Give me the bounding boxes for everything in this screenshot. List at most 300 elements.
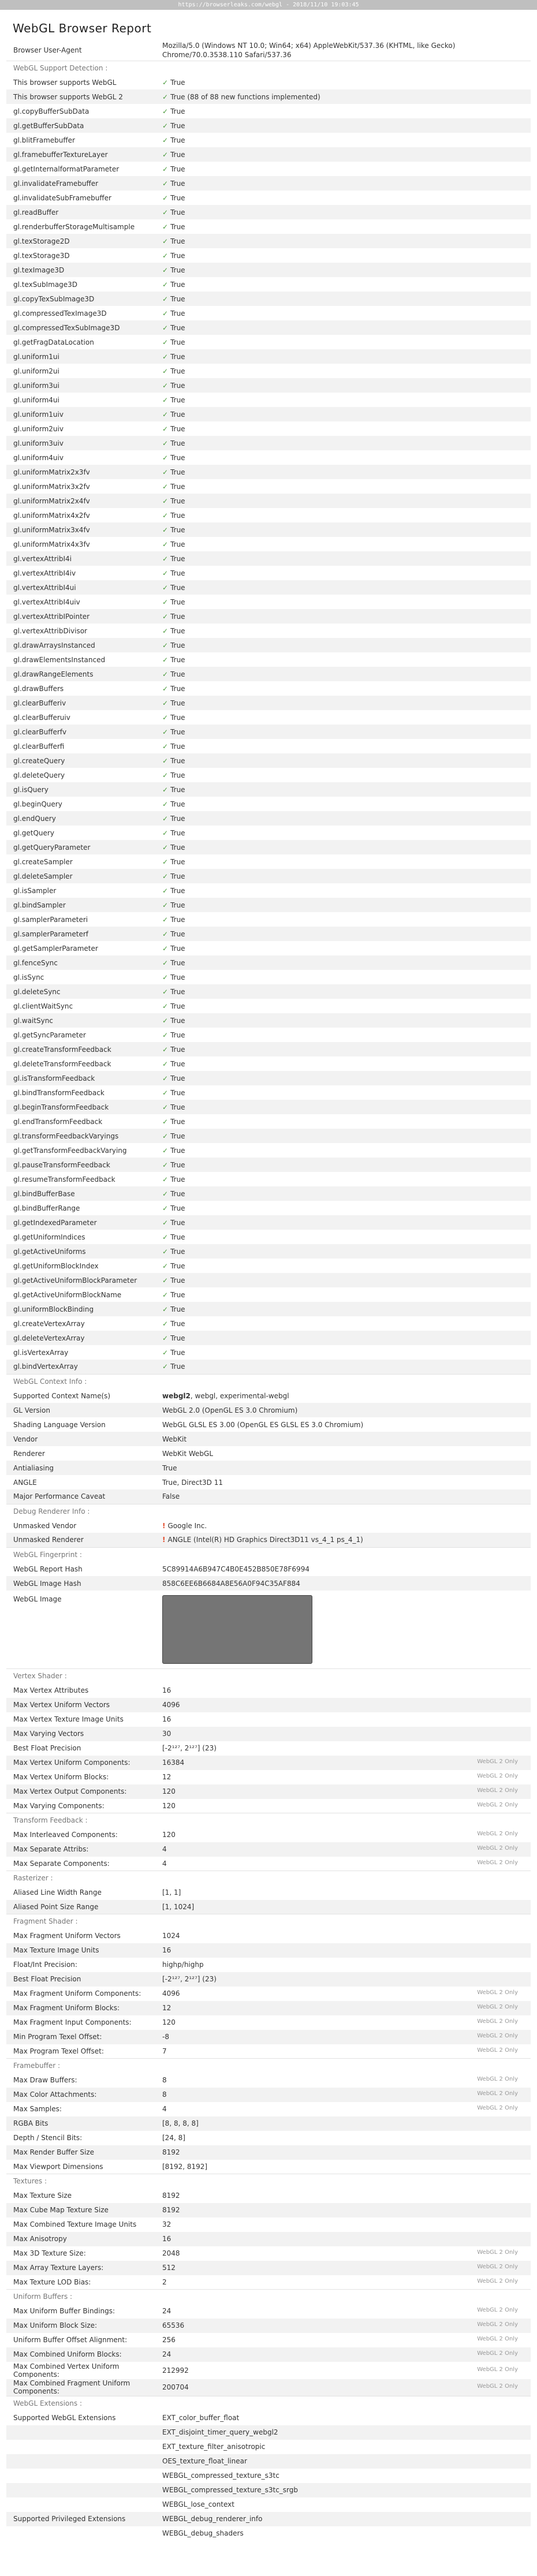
row-label: Max Varying Vectors <box>6 1727 155 1741</box>
row-label: gl.getInternalformatParameter <box>13 165 120 173</box>
row-label: gl.uniform1uiv <box>6 407 155 421</box>
section-title: Uniform Buffers : <box>6 2290 531 2304</box>
check-icon: ✓ <box>162 1362 169 1371</box>
row-label: Antialiasing <box>6 1461 155 1475</box>
check-icon: ✓ <box>162 626 169 635</box>
parameter-row <box>6 2217 531 2232</box>
value-text: True <box>170 1117 185 1126</box>
value-text: 12 <box>162 2004 171 2012</box>
value-text: [1, 1024] <box>162 1902 195 1911</box>
function-row <box>6 1042 531 1056</box>
row-value <box>155 2073 531 2088</box>
value-text: True <box>170 944 185 953</box>
row-value <box>155 753 531 768</box>
parameter-row <box>6 2088 531 2102</box>
value-text: 4 <box>162 2105 167 2113</box>
webgl2-only-note: WebGL 2 Only <box>477 2383 518 2390</box>
check-icon: ✓ <box>162 684 169 693</box>
webgl2-only-note: WebGL 2 Only <box>477 2047 518 2054</box>
row-label: gl.compressedTexImage3D <box>13 309 107 318</box>
row-value <box>155 826 531 840</box>
check-icon: ✓ <box>162 208 169 216</box>
value-text: 2048 <box>162 2249 180 2257</box>
check-icon: ✓ <box>162 1290 169 1299</box>
check-icon: ✓ <box>162 251 169 260</box>
row-value <box>155 2512 531 2526</box>
value-text: True <box>170 280 185 289</box>
row-label: gl.isSampler <box>13 886 57 895</box>
row-label: gl.texStorage3D <box>13 251 70 260</box>
row-label: gl.clientWaitSync <box>13 1002 73 1010</box>
row-value <box>155 494 531 508</box>
section-title: Debug Renderer Info : <box>6 1504 531 1518</box>
row-label: gl.deleteVertexArray <box>6 1331 155 1345</box>
parameter-row <box>6 2044 531 2059</box>
row-value <box>155 2347 531 2362</box>
row-label <box>6 2469 155 2483</box>
row-value <box>155 421 531 436</box>
row-label: gl.texSubImage3D <box>13 280 78 289</box>
row-label: Max Separate Attribs: <box>6 1842 155 1857</box>
row-label: gl.readBuffer <box>6 205 155 219</box>
parameter-row <box>6 2379 531 2396</box>
value-text: True <box>170 727 185 736</box>
parameter-row <box>6 1741 531 1756</box>
row-value <box>155 681 531 696</box>
section-header <box>6 2059 531 2073</box>
webgl2-only-note: WebGL 2 Only <box>477 2321 518 2328</box>
row-value <box>155 191 531 205</box>
check-icon: ✓ <box>162 583 169 592</box>
row-label: Max Program Texel Offset: <box>13 2047 104 2055</box>
row-value <box>155 1186 531 1201</box>
row-value <box>155 739 531 753</box>
row-value <box>155 1698 531 1712</box>
check-icon: ✓ <box>162 1103 169 1111</box>
value-text: True <box>170 381 185 390</box>
row-value <box>155 609 531 624</box>
check-icon: ✓ <box>162 237 169 245</box>
check-icon: ✓ <box>162 381 169 390</box>
row-label: gl.waitSync <box>6 1013 155 1028</box>
row-label: gl.drawBuffers <box>13 684 64 693</box>
section-header <box>6 61 531 75</box>
webgl2-only-note: WebGL 2 Only <box>477 2018 518 2025</box>
row-value <box>155 537 531 551</box>
row-label: gl.copyBufferSubData <box>13 107 90 115</box>
function-row <box>6 219 531 234</box>
function-row <box>6 840 531 854</box>
check-icon: ✓ <box>162 598 169 606</box>
timestamp: 2018/11/10 19:03:45 <box>293 2 359 8</box>
parameter-row <box>6 2304 531 2319</box>
row-label: Max Draw Buffers: <box>13 2076 77 2084</box>
row-label: gl.uniform2uiv <box>13 424 64 433</box>
row-label: gl.vertexAttribIPointer <box>6 609 155 624</box>
value-text: True <box>170 179 185 188</box>
function-row <box>6 1273 531 1287</box>
row-value <box>155 1475 531 1489</box>
check-icon: ✓ <box>162 453 169 462</box>
function-row <box>6 1230 531 1244</box>
webgl-fingerprint-image <box>162 1595 312 1664</box>
check-icon: ✓ <box>162 1002 169 1010</box>
row-value <box>155 2088 531 2102</box>
row-value <box>155 1828 531 1842</box>
check-icon: ✓ <box>162 1045 169 1054</box>
parameter-row <box>6 2030 531 2044</box>
row-value <box>155 710 531 725</box>
row-label: Unmasked Vendor <box>13 1521 77 1530</box>
row-value <box>155 1388 531 1403</box>
row-label: gl.getUniformIndices <box>13 1233 85 1241</box>
value-text: True <box>170 929 185 938</box>
function-row <box>6 335 531 349</box>
webgl2-only-note: WebGL 2 Only <box>477 1831 518 1837</box>
row-label: gl.isQuery <box>6 782 155 797</box>
row-label: gl.createTransformFeedback <box>6 1042 155 1056</box>
row-value <box>155 1056 531 1071</box>
warning-icon: ! <box>162 1521 166 1530</box>
value-text: True <box>170 1132 185 1140</box>
row-value <box>155 378 531 393</box>
value-text: True <box>170 800 185 808</box>
row-value <box>155 2379 531 2396</box>
check-icon: ✓ <box>162 843 169 852</box>
check-icon: ✓ <box>162 1031 169 1039</box>
value-text: 8192 <box>162 2148 180 2156</box>
row-value <box>155 1533 531 1547</box>
row-label: Max Combined Uniform Blocks: <box>6 2347 155 2362</box>
function-row <box>6 479 531 494</box>
function-row <box>6 1158 531 1172</box>
row-value <box>155 782 531 797</box>
row-value <box>155 147 531 162</box>
value-text: True <box>170 612 185 621</box>
row-value <box>155 2246 531 2261</box>
extension-row <box>6 2454 531 2469</box>
function-row <box>6 508 531 522</box>
check-icon: ✓ <box>162 987 169 996</box>
context-row <box>6 1489 531 1504</box>
row-label: Max Cube Map Texture Size <box>6 2203 155 2217</box>
row-label: Float/Int Precision: <box>13 1961 77 1969</box>
check-icon: ✓ <box>162 655 169 664</box>
row-value <box>155 306 531 320</box>
check-icon: ✓ <box>162 468 169 476</box>
parameter-row <box>6 1727 531 1741</box>
row-value <box>155 1886 531 1900</box>
row-value <box>155 1591 531 1669</box>
row-label: gl.clearBufferiv <box>6 696 155 710</box>
value-text: True <box>170 136 185 144</box>
section-header <box>6 1813 531 1828</box>
value-text: True <box>170 958 185 967</box>
row-value <box>155 1712 531 1727</box>
row-value <box>155 508 531 522</box>
check-icon: ✓ <box>162 1059 169 1068</box>
function-row <box>6 1345 531 1360</box>
function-row <box>6 927 531 941</box>
check-icon: ✓ <box>162 222 169 231</box>
row-label: Max Varying Components: <box>13 1801 105 1810</box>
parameter-row <box>6 1886 531 1900</box>
value-text: True <box>170 1002 185 1010</box>
row-value <box>155 595 531 609</box>
row-label: Max Fragment Input Components: <box>13 2018 132 2026</box>
row-label: gl.getActiveUniformBlockName <box>13 1290 122 1299</box>
row-value <box>155 2362 531 2379</box>
parameter-row <box>6 1987 531 2001</box>
extension-name: WEBGL_debug_shaders <box>162 2529 244 2537</box>
function-row <box>6 725 531 739</box>
row-label: gl.uniform4uiv <box>13 453 64 462</box>
webgl2-only-note: WebGL 2 Only <box>477 1845 518 1851</box>
row-label: Max Combined Texture Image Units <box>13 2220 137 2228</box>
value-text: True <box>170 540 185 548</box>
row-label: Max Color Attachments: <box>6 2088 155 2102</box>
row-label: Shading Language Version <box>13 1420 106 1429</box>
row-value <box>155 1287 531 1302</box>
row-label: gl.samplerParameterf <box>6 927 155 941</box>
parameter-row <box>6 1943 531 1958</box>
row-label: gl.getActiveUniforms <box>6 1244 155 1259</box>
check-icon: ✓ <box>162 915 169 924</box>
section-header <box>6 1871 531 1886</box>
value-text: 8 <box>162 2076 167 2084</box>
row-value <box>155 652 531 667</box>
function-row <box>6 1085 531 1100</box>
function-row <box>6 1331 531 1345</box>
parameter-row <box>6 2015 531 2030</box>
webgl2-only-note: WebGL 2 Only <box>477 2336 518 2342</box>
row-label: Max Vertex Uniform Components: <box>6 1756 155 1770</box>
value-text: True <box>170 1045 185 1054</box>
row-value <box>155 667 531 681</box>
value-text: True <box>170 713 185 722</box>
row-label: gl.getUniformBlockIndex <box>13 1261 99 1270</box>
value-text: [8192, 8192] <box>162 2162 208 2171</box>
row-value <box>155 1201 531 1215</box>
row-value <box>155 1972 531 1987</box>
row-value <box>155 1784 531 1799</box>
parameter-row <box>6 1756 531 1770</box>
check-icon: ✓ <box>162 323 169 332</box>
report-table <box>6 40 531 2541</box>
row-value <box>155 999 531 1013</box>
row-label: Max Render Buffer Size <box>6 2145 155 2160</box>
value-text: 4 <box>162 1859 167 1868</box>
value-text: 200704 <box>162 2383 189 2392</box>
row-value <box>155 1461 531 1475</box>
check-icon: ✓ <box>162 742 169 751</box>
section-title: WebGL Context Info : <box>6 1374 531 1388</box>
row-value <box>155 638 531 652</box>
check-icon: ✓ <box>162 78 169 87</box>
row-value <box>155 2160 531 2174</box>
value-text: [-2¹²⁷, 2¹²⁷] (23) <box>162 1744 217 1752</box>
section-title: WebGL Fingerprint : <box>6 1547 531 1562</box>
top-url-bar: https://browserleaks.com/webgl - 2018/11/10 19:03:45 <box>0 0 537 10</box>
row-value <box>155 2131 531 2145</box>
row-label: Aliased Point Size Range <box>6 1900 155 1914</box>
row-value <box>155 883 531 898</box>
value-text: True <box>170 1146 185 1155</box>
row-label: gl.uniformMatrix2x4fv <box>6 494 155 508</box>
row-value <box>155 1215 531 1230</box>
parameter-row <box>6 2145 531 2160</box>
row-value <box>155 580 531 595</box>
row-label: WebGL Image <box>13 1595 62 1603</box>
value-text: True <box>170 367 185 375</box>
row-value <box>155 75 531 89</box>
row-label: Max Anisotropy <box>6 2232 155 2246</box>
row-label: gl.uniformMatrix3x4fv <box>6 522 155 537</box>
row-value <box>155 2015 531 2030</box>
function-row <box>6 696 531 710</box>
section-title: Vertex Shader : <box>6 1669 531 1683</box>
check-icon: ✓ <box>162 367 169 375</box>
row-value <box>155 1943 531 1958</box>
row-label: gl.framebufferTextureLayer <box>6 147 155 162</box>
row-value <box>155 2030 531 2044</box>
row-value <box>155 2116 531 2131</box>
row-value <box>155 1403 531 1417</box>
row-value <box>155 1244 531 1259</box>
row-label: gl.copyTexSubImage3D <box>6 292 155 306</box>
value-text: WebGL GLSL ES 3.00 (OpenGL ES GLSL ES 3.0 Chromium) <box>162 1420 364 1429</box>
check-icon: ✓ <box>162 929 169 938</box>
function-row <box>6 306 531 320</box>
function-row <box>6 176 531 191</box>
row-value <box>155 1071 531 1085</box>
value-text: 24 <box>162 2350 171 2358</box>
row-label: Max Fragment Uniform Vectors <box>13 1932 121 1940</box>
row-value <box>155 393 531 407</box>
value-text: 16 <box>162 1715 171 1723</box>
check-icon: ✓ <box>162 1175 169 1184</box>
row-label: gl.texStorage2D <box>6 234 155 248</box>
extension-name: EXT_texture_filter_anisotropic <box>162 2443 266 2451</box>
function-row <box>6 566 531 580</box>
row-label: WebGL Report Hash <box>13 1565 83 1573</box>
row-value <box>155 1929 531 1943</box>
section-header <box>6 1504 531 1518</box>
row-label: gl.transformFeedbackVaryings <box>6 1129 155 1143</box>
function-row <box>6 638 531 652</box>
check-icon: ✓ <box>162 1132 169 1140</box>
extension-row <box>6 2469 531 2483</box>
check-icon: ✓ <box>162 165 169 173</box>
row-value <box>155 970 531 984</box>
value-text: True <box>170 496 185 505</box>
row-value <box>155 1958 531 1972</box>
function-row <box>6 364 531 378</box>
row-label: gl.bindBufferRange <box>13 1204 80 1212</box>
row-label: Max Separate Components: <box>13 1859 110 1868</box>
row-value <box>155 2044 531 2059</box>
row-value <box>155 1489 531 1504</box>
row-label: Depth / Stencil Bits: <box>13 2134 83 2142</box>
value-text: , webgl, experimental-webgl <box>190 1391 289 1400</box>
parameter-row <box>6 1828 531 1842</box>
row-value <box>155 1259 531 1273</box>
value-text: True <box>170 338 185 346</box>
row-label: gl.bindTransformFeedback <box>13 1088 105 1097</box>
function-row <box>6 1316 531 1331</box>
row-value <box>155 2217 531 2232</box>
function-row <box>6 739 531 753</box>
value-text: True <box>170 1276 185 1285</box>
parameter-row <box>6 2333 531 2347</box>
row-label <box>6 2483 155 2497</box>
value-text: WebKit <box>162 1435 187 1443</box>
value-text: 65536 <box>162 2321 185 2329</box>
row-value <box>155 2469 531 2483</box>
value-text: 212992 <box>162 2366 189 2375</box>
section-title: Fragment Shader : <box>6 1914 531 1929</box>
row-label: gl.isTransformFeedback <box>6 1071 155 1085</box>
function-row <box>6 450 531 465</box>
row-label: gl.uniform3uiv <box>6 436 155 450</box>
value-text: 12 <box>162 1773 171 1781</box>
row-value <box>155 2483 531 2497</box>
webgl2-only-note: WebGL 2 Only <box>477 2350 518 2357</box>
context-row <box>6 1388 531 1403</box>
function-row <box>6 205 531 219</box>
row-value <box>155 955 531 970</box>
function-row <box>6 1186 531 1201</box>
parameter-row <box>6 2073 531 2088</box>
section-header <box>6 2396 531 2411</box>
row-value <box>155 133 531 147</box>
check-icon: ✓ <box>162 1218 169 1227</box>
value-text: True <box>170 1362 185 1371</box>
row-value <box>155 407 531 421</box>
row-label <box>6 2454 155 2469</box>
row-value <box>155 2001 531 2015</box>
parameter-row <box>6 1842 531 1857</box>
function-row <box>6 1028 531 1042</box>
row-value <box>155 1013 531 1028</box>
row-value <box>155 1230 531 1244</box>
check-icon: ✓ <box>162 410 169 419</box>
check-icon: ✓ <box>162 525 169 534</box>
value-text: True <box>170 424 185 433</box>
row-label: Max Uniform Block Size: <box>6 2319 155 2333</box>
check-icon: ✓ <box>162 92 169 101</box>
parameter-row <box>6 1958 531 1972</box>
section-title: Framebuffer : <box>6 2059 531 2073</box>
extension-row <box>6 2497 531 2512</box>
value-text: [1, 1] <box>162 1888 181 1896</box>
function-row <box>6 768 531 782</box>
value-text: 256 <box>162 2336 176 2344</box>
value-text: 858C6EE6B6684A8E56A0F94C35AF884 <box>162 1579 300 1588</box>
row-value <box>155 1756 531 1770</box>
value-text: True <box>170 670 185 678</box>
row-label <box>6 2526 155 2541</box>
value-text: True <box>170 655 185 664</box>
privileged-extension-row <box>6 2512 531 2526</box>
value-text: True <box>170 251 185 260</box>
extension-name: WEBGL_debug_renderer_info <box>162 2515 263 2523</box>
row-value <box>155 797 531 811</box>
parameter-row <box>6 2116 531 2131</box>
row-value <box>155 1042 531 1056</box>
row-value <box>155 364 531 378</box>
row-value <box>155 1683 531 1698</box>
